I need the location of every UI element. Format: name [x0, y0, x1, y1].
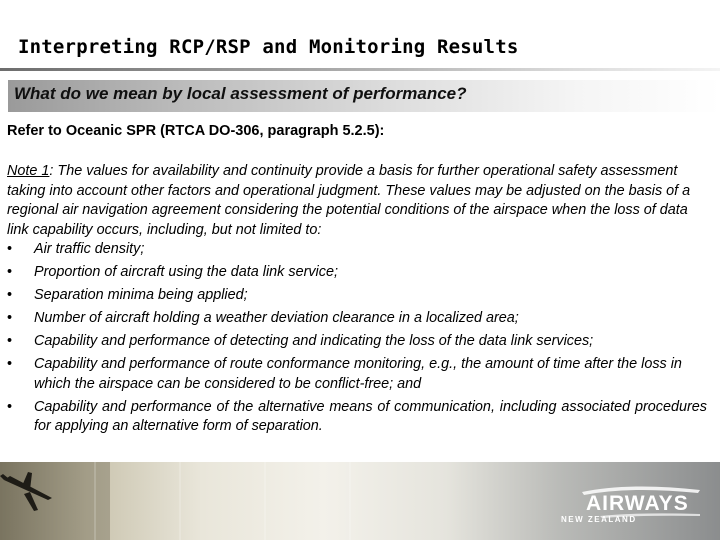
note-paragraph: [7, 162, 707, 240]
list-item: [7, 286, 707, 306]
slide-body: [7, 122, 707, 440]
slide-title: Interpreting RCP/RSP and Monitoring Results: [18, 36, 519, 58]
footer-shadow: [0, 462, 110, 540]
list-item-text: Proportion of aircraft using the data link service;: [34, 264, 338, 281]
list-item-text: Separation minima being applied;: [34, 287, 248, 304]
list-item-text: Air traffic density;: [34, 241, 145, 258]
slide-subtitle: What do we mean by local assessment of performance?: [14, 84, 467, 103]
list-item: [7, 332, 707, 352]
list-item-text: Capability and performance of detecting and indicating the loss of the data link services;: [34, 333, 594, 350]
bullet-list: [7, 240, 707, 437]
list-item: [7, 355, 707, 394]
list-item: [7, 263, 707, 283]
bullet-icon: •: [7, 241, 13, 258]
bullet-icon: •: [7, 310, 13, 327]
title-divider: [0, 68, 720, 71]
reference-line: Refer to Oceanic SPR (RTCA DO-306, paragraph 5.2.5):: [7, 123, 385, 139]
bullet-icon: •: [7, 264, 13, 281]
airways-logo-subtitle: NEW ZEALAND: [561, 515, 637, 524]
list-item-text: Capability and performance of the alternative means of communication, including associated procedures for applying an alternative form of separation.: [34, 398, 707, 435]
note-label: Note 1: [7, 163, 50, 179]
list-item-text: Capability and performance of route conformance monitoring, e.g., the amount of time after the loss in which the airspace can be considered to be conflict-free; and: [34, 356, 682, 392]
bullet-icon: •: [7, 398, 13, 415]
list-item-text: Number of aircraft holding a weather deviation clearance in a localized area;: [34, 310, 519, 327]
bullet-icon: •: [7, 356, 13, 373]
list-item: [7, 309, 707, 329]
airways-logo: AIRWAYS: [586, 492, 689, 515]
bullet-icon: •: [7, 333, 13, 350]
list-item: [7, 398, 707, 437]
bullet-icon: •: [7, 287, 13, 304]
note-text: : The values for availability and continuity provide a basis for further operational safety assessment taking into account other factors and operational judgment. These values may be adjusted on the basis of a regional air navigation agreement considering the potential conditions of the airspace when the loss of data link capability occurs, including, but not limited to:: [7, 163, 691, 238]
list-item: [7, 240, 707, 260]
footer-lines: [95, 462, 350, 540]
